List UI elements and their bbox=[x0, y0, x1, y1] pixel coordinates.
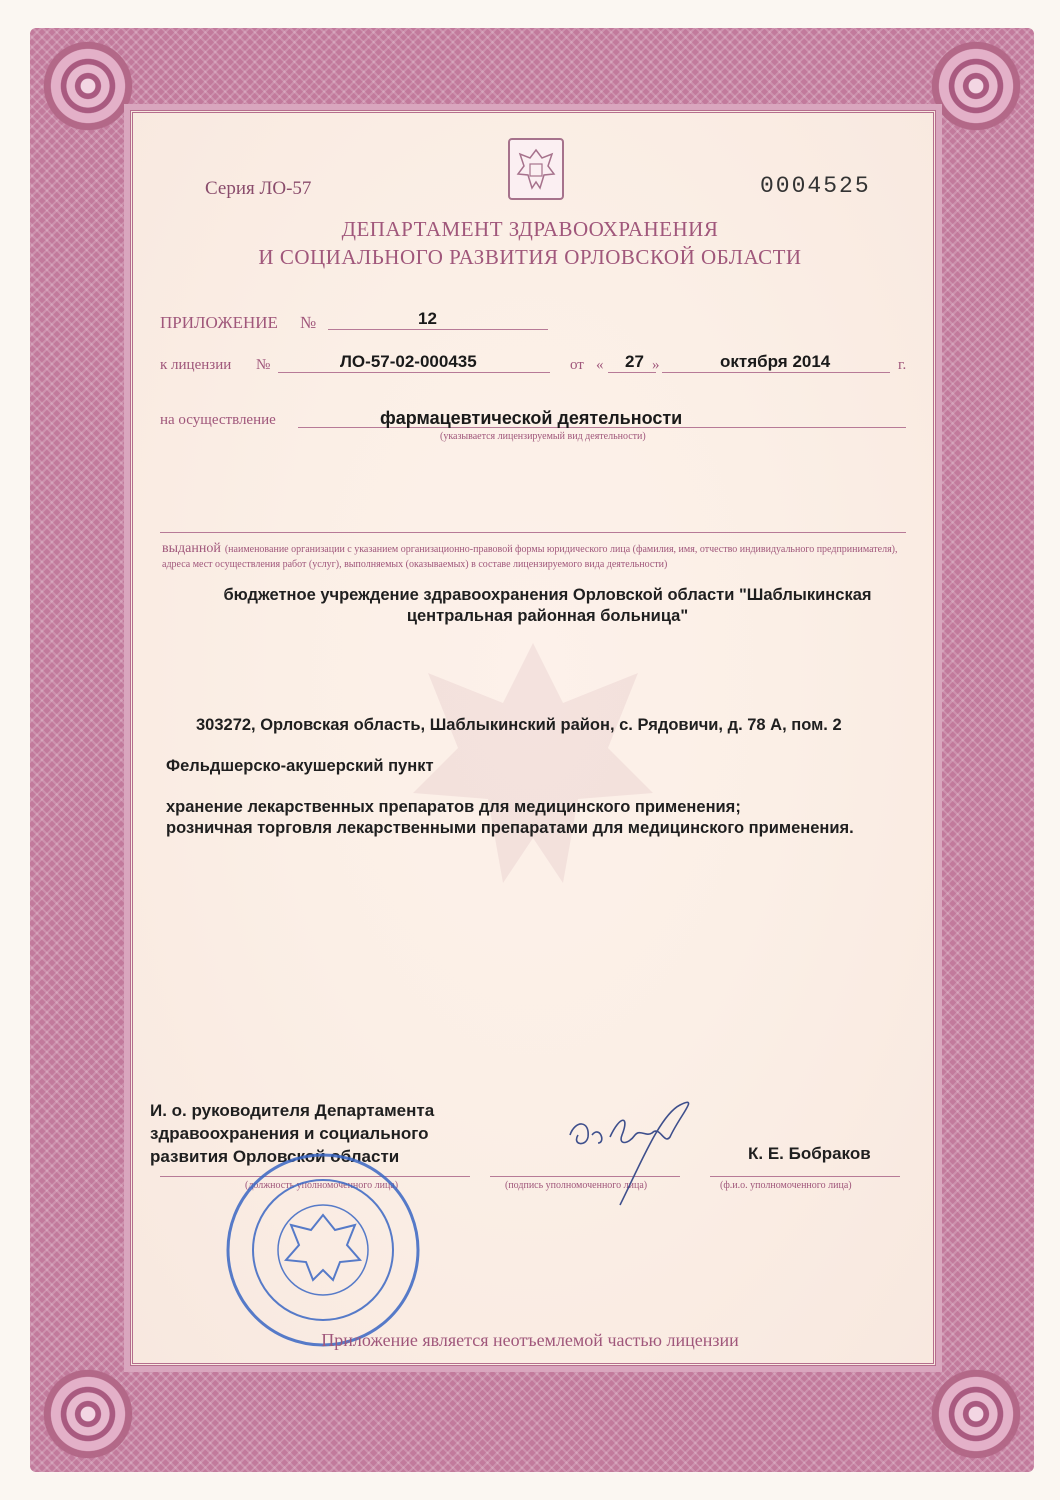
license-quote-close: » bbox=[652, 357, 660, 373]
signatory-position-line3: развития Орловской области bbox=[150, 1147, 400, 1166]
license-date-line bbox=[662, 372, 890, 373]
corner-rosette-bottom-right bbox=[926, 1364, 1026, 1464]
position-hint: (должность уполномоченного лица) bbox=[245, 1180, 399, 1191]
signatory-position-line2: здравоохранения и социального bbox=[150, 1124, 429, 1143]
activity-extra-line bbox=[160, 532, 906, 533]
activity-label: на осуществление bbox=[160, 412, 276, 428]
license-day-line bbox=[608, 372, 656, 373]
organization-line1: бюджетное учреждение здравоохранения Орловской области "Шаблыкинская bbox=[223, 586, 872, 604]
corner-rosette-bottom-left bbox=[38, 1364, 138, 1464]
name-hint: (ф.и.о. уполномоченного лица) bbox=[720, 1180, 852, 1191]
organization-line2: центральная районная больница" bbox=[406, 607, 689, 625]
corner-rosette-top-left bbox=[38, 36, 138, 136]
signatory-position-line1: И. о. руководителя Департамента bbox=[150, 1101, 435, 1120]
activity-value: фармацевтической деятельности bbox=[380, 408, 683, 428]
department-title-line2: И СОЦИАЛЬНОГО РАЗВИТИЯ ОРЛОВСКОЙ ОБЛАСТИ bbox=[258, 245, 802, 269]
license-day: 27 bbox=[625, 352, 644, 371]
appendix-label: ПРИЛОЖЕНИЕ bbox=[160, 313, 278, 332]
department-title-line1: ДЕПАРТАМЕНТ ЗДРАВООХРАНЕНИЯ bbox=[341, 217, 719, 241]
signatory-name: К. Е. Бобраков bbox=[748, 1144, 871, 1163]
facility-name: Фельдшерско-акушерский пункт bbox=[166, 757, 434, 775]
license-year-suffix: г. bbox=[898, 357, 907, 373]
activity-hint: (указывается лицензируемый вид деятельности) bbox=[440, 431, 646, 442]
issued-label: выданной bbox=[162, 541, 221, 556]
license-label: к лицензии bbox=[160, 357, 232, 373]
handwritten-signature bbox=[560, 1085, 700, 1225]
issued-block bbox=[162, 541, 908, 571]
appendix-number: 12 bbox=[418, 309, 437, 328]
license-number-line bbox=[278, 372, 550, 373]
license-month-year: октября 2014 bbox=[720, 352, 831, 371]
license-no-sign: № bbox=[256, 357, 271, 373]
works-line2: розничная торговля лекарственными препаратами для медицинского применения. bbox=[166, 819, 854, 837]
coat-of-arms-icon bbox=[508, 138, 564, 200]
appendix-no-sign: № bbox=[300, 313, 317, 332]
series-label: Серия ЛО-57 bbox=[205, 178, 312, 199]
corner-rosette-top-right bbox=[926, 36, 1026, 136]
address: 303272, Орловская область, Шаблыкинский район, с. Рядовичи, д. 78 А, пом. 2 bbox=[196, 716, 842, 734]
footer-note: Приложение является неотъемлемой частью лицензии bbox=[321, 1330, 739, 1350]
official-seal-stamp bbox=[205, 1150, 445, 1350]
form-number: 0004525 bbox=[760, 173, 871, 199]
issued-hint: (наименование организации с указанием организационно-правовой формы юридического лица (фамилия, имя, отчество индивидуального предпринимателя), адреса мест осуществления работ (услуг), выполняемых (оказываемых) в составе лицензируемого вида деятельности) bbox=[162, 544, 898, 570]
works-line1: хранение лекарственных препаратов для медицинского применения; bbox=[166, 798, 741, 816]
license-from-label: от bbox=[570, 357, 584, 373]
license-number: ЛО-57-02-000435 bbox=[340, 352, 477, 371]
license-quote-open: « bbox=[596, 357, 604, 373]
name-line bbox=[710, 1176, 900, 1177]
signature-hint: (подпись уполномоченного лица) bbox=[505, 1180, 648, 1191]
appendix-number-line bbox=[328, 329, 548, 330]
